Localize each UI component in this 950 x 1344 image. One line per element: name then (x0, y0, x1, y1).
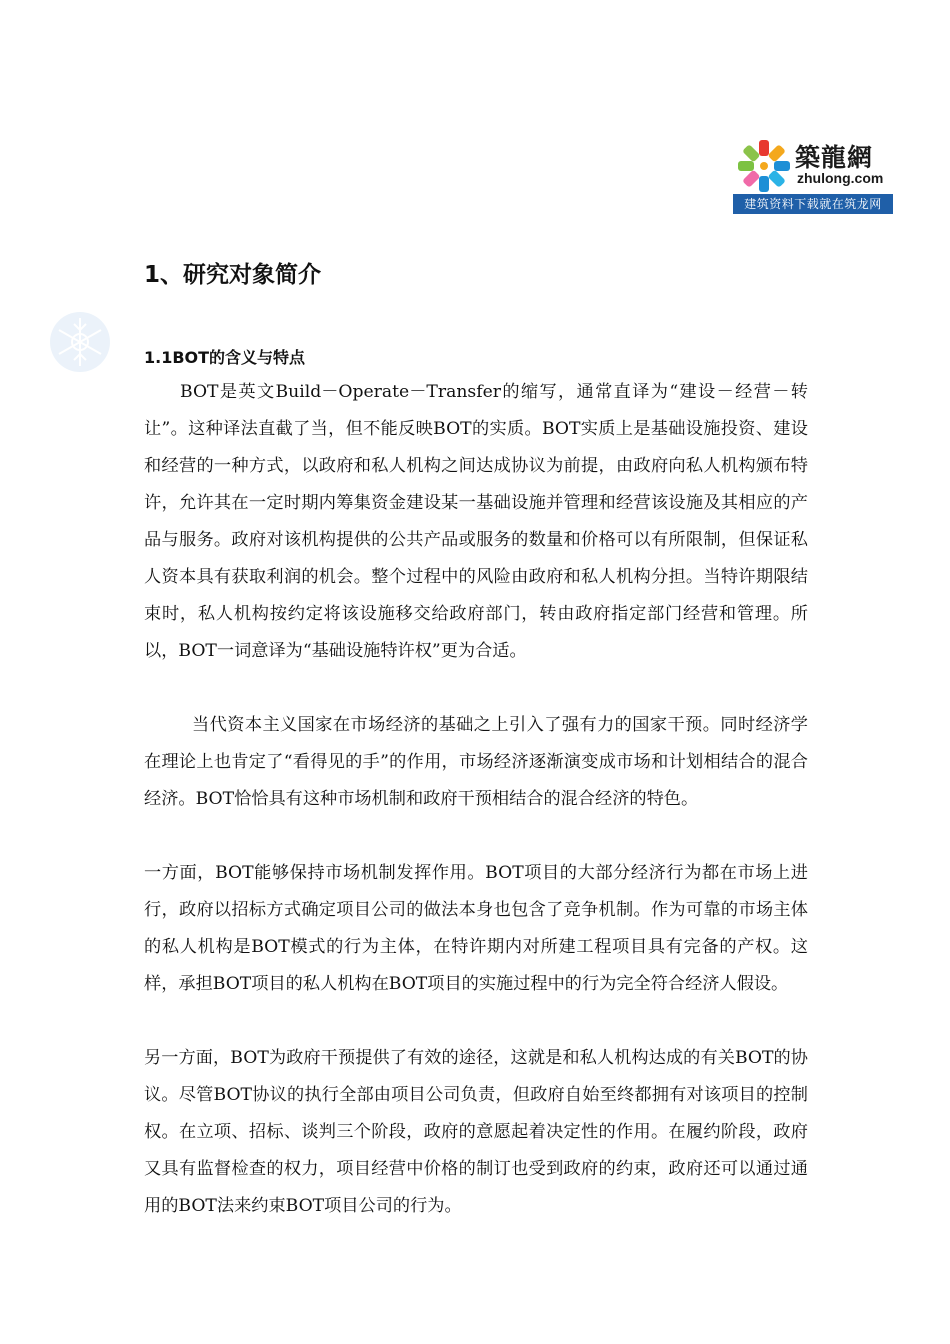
logo-domain: zhulong.com (797, 170, 884, 186)
pinwheel-logo-icon (735, 138, 793, 194)
logo-brand-name: 築龍網 (795, 143, 874, 172)
body-paragraph: 另一方面，BOT为政府干预提供了有效的途径，这就是和私人机构达成的有关BOT的协议。尽管BOT协议的执行全部由项目公司负责，但政府自始至终都拥有对该项目的控制权。在立项、招标、谈判三个阶段，政府的意愿起着决定性的作用。在履约阶段，政府又具有监督检查的权力，项目经营中价格的制订也受到政府的约束，政府还可以通过通用的BOT法来约束BOT项目公司的行为。 (144, 1048, 808, 1216)
snowflake-watermark-icon (44, 306, 116, 378)
subsection-heading: 1.1BOT的含义与特点 (144, 348, 306, 367)
zhulong-logo[interactable] (733, 136, 893, 214)
section-heading: 1、研究对象简介 (144, 262, 322, 288)
body-paragraph: 一方面，BOT能够保持市场机制发挥作用。BOT项目的大部分经济行为都在市场上进行，政府以招标方式确定项目公司的做法本身也包含了竞争机制。作为可靠的市场主体的私人机构是BOT模式的行为主体，在特许期内对所建工程项目具有完备的产权。这样，承担BOT项目的私人机构在BOT项目的实施过程中的行为完全符合经济人假设。 (144, 863, 808, 994)
body-paragraph: BOT是英文Build－Operate－Transfer的缩写，通常直译为“建设－经营－转让”。这种译法直截了当，但不能反映BOT的实质。BOT实质上是基础设施投资、建设和经营的一种方式，以政府和私人机构之间达成协议为前提，由政府向私人机构颁布特许，允许其在一定时期内筹集资金建设某一基础设施并管理和经营该设施及其相应的产品与服务。政府对该机构提供的公共产品或服务的数量和价格可以有所限制，但保证私人资本具有获取利润的机会。整个过程中的风险由政府和私人机构分担。当特许期限结束时，私人机构按约定将该设施移交给政府部门，转由政府指定部门经营和管理。所以，BOT一词意译为“基础设施特许权”更为合适。 (144, 382, 808, 661)
body-paragraph: 当代资本主义国家在市场经济的基础之上引入了强有力的国家干预。同时经济学在理论上也肯定了“看得见的手”的作用，市场经济逐渐演变成市场和计划相结合的混合经济。BOT恰恰具有这种市场机制和政府干预相结合的混合经济的特色。 (144, 715, 808, 809)
logo-tagline: 建筑资料下载就在筑龙网 (733, 194, 893, 214)
